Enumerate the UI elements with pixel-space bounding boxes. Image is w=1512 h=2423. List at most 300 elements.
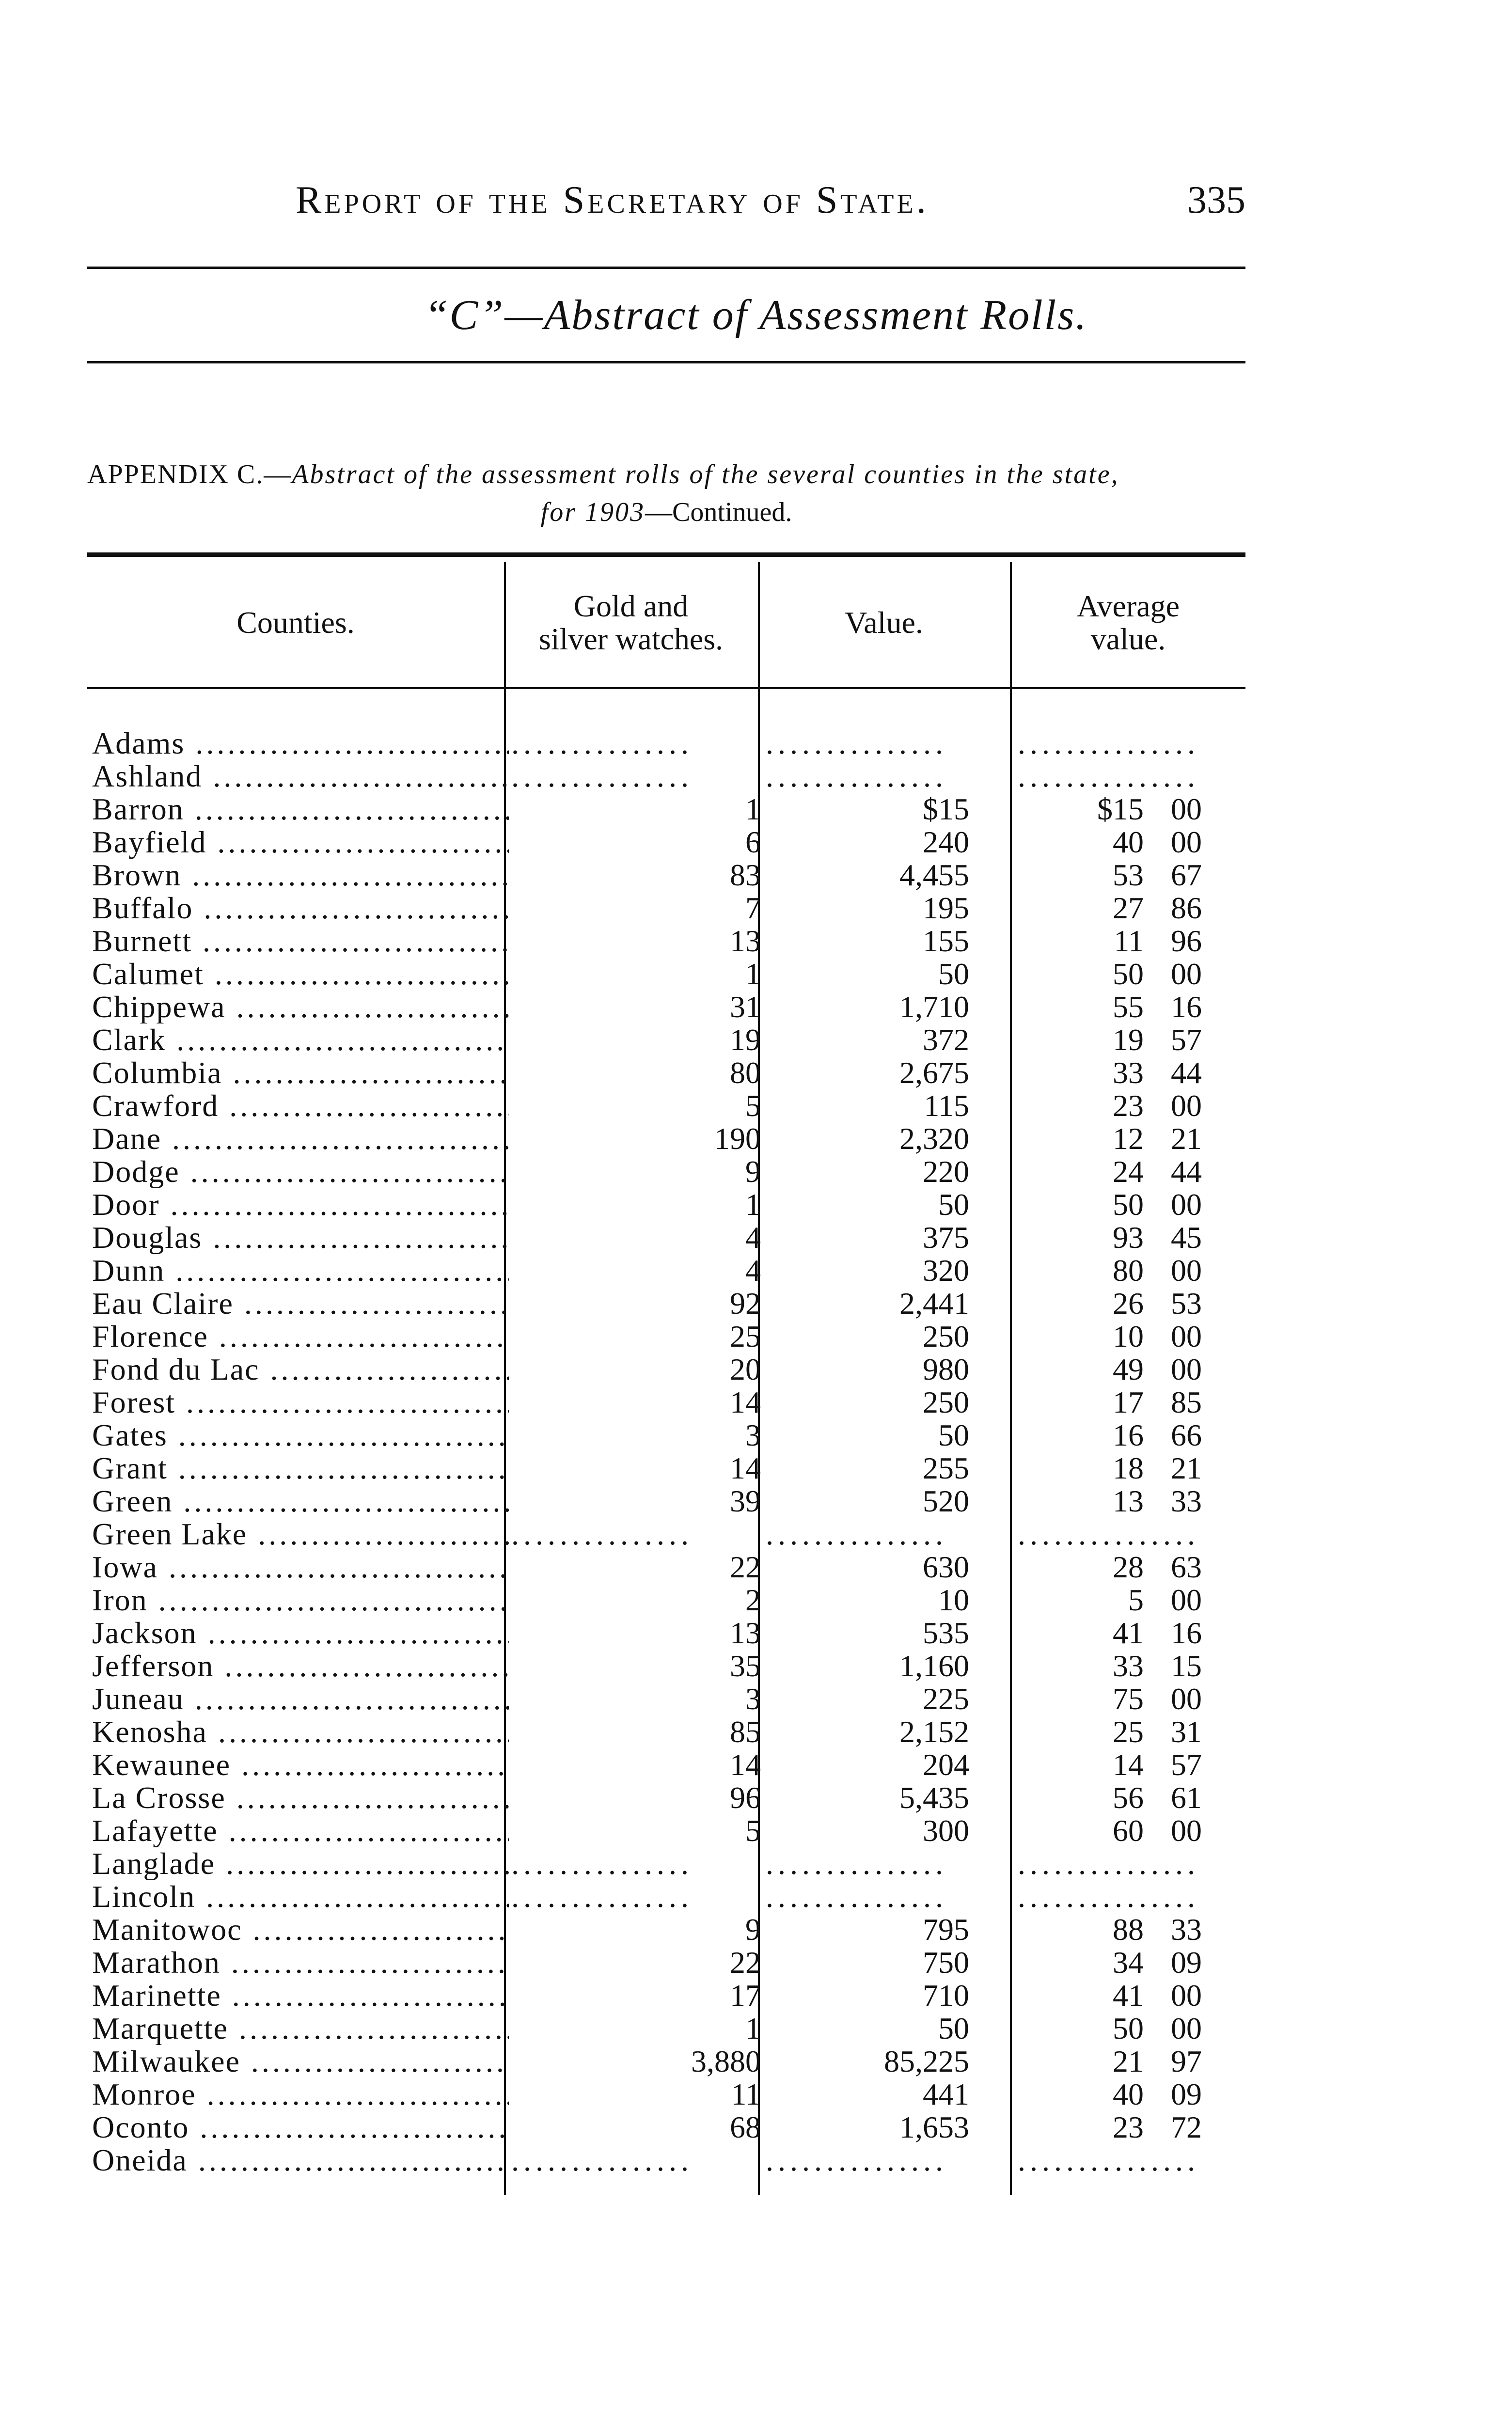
watches-count: 83 bbox=[730, 859, 761, 892]
watches-count: 14 bbox=[730, 1452, 761, 1485]
watches-value: 795 bbox=[923, 1913, 969, 1946]
average-value bbox=[1018, 2111, 1245, 2144]
average-value bbox=[1018, 1386, 1245, 1419]
average-cents: 61 bbox=[1171, 1781, 1202, 1814]
watches-count: ............... bbox=[511, 760, 693, 793]
average-dollars: 40 bbox=[1113, 826, 1144, 859]
average-dollars: 40 bbox=[1113, 2078, 1144, 2111]
county-name: Jackson ..... bbox=[92, 1617, 509, 1650]
table-row bbox=[87, 2045, 1245, 2078]
watches-value: 2,152 bbox=[899, 1715, 969, 1748]
watches-value: 1,653 bbox=[899, 2111, 969, 2144]
table-row bbox=[87, 1089, 1245, 1122]
average-value bbox=[1018, 1913, 1245, 1946]
watches-value: ............... bbox=[766, 2144, 947, 2177]
watches-count: 2 bbox=[745, 1584, 761, 1617]
table-row bbox=[87, 1122, 1245, 1155]
county-name: Grant ..... bbox=[92, 1452, 509, 1485]
watches-value: 50 bbox=[938, 1419, 969, 1452]
table-row bbox=[87, 2111, 1245, 2144]
average-dollars: 12 bbox=[1113, 1122, 1144, 1155]
watches-count: 96 bbox=[730, 1781, 761, 1814]
table-row bbox=[87, 1188, 1245, 1221]
county-name: Marinette ..... bbox=[92, 1979, 509, 2012]
average-value: ............... bbox=[1018, 1880, 1199, 1913]
watches-value: $15 bbox=[923, 793, 969, 826]
average-value bbox=[1018, 1781, 1245, 1814]
table-row bbox=[87, 991, 1245, 1023]
average-value: ............... bbox=[1018, 727, 1199, 760]
watches-count: 17 bbox=[730, 1979, 761, 2012]
column-header-counties: Counties. bbox=[236, 605, 355, 640]
average-cents: 16 bbox=[1171, 991, 1202, 1023]
average-dollars: 49 bbox=[1113, 1353, 1144, 1386]
average-dollars: 13 bbox=[1113, 1485, 1144, 1518]
average-cents: 57 bbox=[1171, 1023, 1202, 1056]
watches-count: 39 bbox=[730, 1485, 761, 1518]
county-name: Eau Claire ..... bbox=[92, 1287, 509, 1320]
county-name: Milwaukee ..... bbox=[92, 2045, 509, 2078]
table-row bbox=[87, 1715, 1245, 1748]
average-value bbox=[1018, 1485, 1245, 1518]
average-cents: 85 bbox=[1171, 1386, 1202, 1419]
average-dollars: 23 bbox=[1113, 1089, 1144, 1122]
average-value bbox=[1018, 1584, 1245, 1617]
watches-count: 22 bbox=[730, 1946, 761, 1979]
caption-label: APPENDIX C.— bbox=[87, 459, 292, 489]
average-dollars: 16 bbox=[1113, 1419, 1144, 1452]
watches-value: 255 bbox=[923, 1452, 969, 1485]
average-cents: 86 bbox=[1171, 892, 1202, 925]
average-dollars: 18 bbox=[1113, 1452, 1144, 1485]
page-number: 335 bbox=[1187, 179, 1245, 221]
average-cents: 09 bbox=[1171, 2078, 1202, 2111]
caption-description: Abstract of the assessment rolls of the several counties in the state, bbox=[292, 459, 1119, 489]
county-name: Lincoln ..... bbox=[92, 1880, 509, 1913]
average-dollars: 41 bbox=[1113, 1617, 1144, 1650]
county-name: Buffalo ..... bbox=[92, 892, 509, 925]
average-cents: 31 bbox=[1171, 1715, 1202, 1748]
average-value bbox=[1018, 1287, 1245, 1320]
average-cents: 00 bbox=[1171, 1254, 1202, 1287]
watches-value: 204 bbox=[923, 1748, 969, 1781]
average-dollars: 80 bbox=[1113, 1254, 1144, 1287]
average-cents: 63 bbox=[1171, 1551, 1202, 1584]
average-cents: 21 bbox=[1171, 1452, 1202, 1485]
table-row bbox=[87, 892, 1245, 925]
county-name: Oneida ..... bbox=[92, 2144, 509, 2177]
watches-count: 22 bbox=[730, 1551, 761, 1584]
average-value bbox=[1018, 991, 1245, 1023]
average-value bbox=[1018, 793, 1245, 826]
average-value bbox=[1018, 958, 1245, 991]
watches-value: 1,710 bbox=[899, 991, 969, 1023]
watches-count: 31 bbox=[730, 991, 761, 1023]
average-cents: 45 bbox=[1171, 1221, 1202, 1254]
table-row bbox=[87, 1650, 1245, 1683]
watches-count: 5 bbox=[745, 1814, 761, 1847]
average-cents: 16 bbox=[1171, 1617, 1202, 1650]
watches-count: 9 bbox=[745, 1913, 761, 1946]
watches-count: 14 bbox=[730, 1386, 761, 1419]
average-value bbox=[1018, 1056, 1245, 1089]
average-cents: 00 bbox=[1171, 793, 1202, 826]
watches-value: 50 bbox=[938, 2012, 969, 2045]
column-header-value: Value. bbox=[845, 605, 923, 640]
watches-value: 250 bbox=[923, 1320, 969, 1353]
average-dollars: 24 bbox=[1113, 1155, 1144, 1188]
average-dollars: 93 bbox=[1113, 1221, 1144, 1254]
watches-count: ............... bbox=[511, 1880, 693, 1913]
table-row bbox=[87, 1353, 1245, 1386]
watches-value: 1,160 bbox=[899, 1650, 969, 1683]
table-row bbox=[87, 1254, 1245, 1287]
page-header bbox=[87, 178, 1245, 222]
average-value bbox=[1018, 892, 1245, 925]
watches-count: 35 bbox=[730, 1650, 761, 1683]
table-caption bbox=[87, 456, 1245, 531]
county-name: Adams ..... bbox=[92, 727, 509, 760]
county-name: Iron ..... bbox=[92, 1584, 509, 1617]
watches-count: ............... bbox=[511, 727, 693, 760]
table-row bbox=[87, 1847, 1245, 1880]
average-cents: 66 bbox=[1171, 1419, 1202, 1452]
average-value bbox=[1018, 859, 1245, 892]
average-value bbox=[1018, 1089, 1245, 1122]
watches-value: 2,675 bbox=[899, 1056, 969, 1089]
watches-value: 240 bbox=[923, 826, 969, 859]
county-name: Forest ..... bbox=[92, 1386, 509, 1419]
average-cents: 00 bbox=[1171, 1188, 1202, 1221]
watches-value: ............... bbox=[766, 1847, 947, 1880]
watches-count: 4 bbox=[745, 1221, 761, 1254]
average-value bbox=[1018, 925, 1245, 958]
average-dollars: 21 bbox=[1113, 2045, 1144, 2078]
county-name: Monroe ..... bbox=[92, 2078, 509, 2111]
table-row bbox=[87, 1880, 1245, 1913]
average-cents: 72 bbox=[1171, 2111, 1202, 2144]
average-value bbox=[1018, 1122, 1245, 1155]
watches-value: 195 bbox=[923, 892, 969, 925]
watches-value: 250 bbox=[923, 1386, 969, 1419]
average-cents: 00 bbox=[1171, 1089, 1202, 1122]
watches-count: 25 bbox=[730, 1320, 761, 1353]
county-name: Jefferson ..... bbox=[92, 1650, 509, 1683]
watches-value: 630 bbox=[923, 1551, 969, 1584]
average-value bbox=[1018, 1715, 1245, 1748]
average-value bbox=[1018, 1023, 1245, 1056]
average-value bbox=[1018, 1683, 1245, 1715]
table-top-rule bbox=[87, 552, 1245, 557]
table-row bbox=[87, 760, 1245, 793]
watches-value: ............... bbox=[766, 760, 947, 793]
county-name: Lafayette ..... bbox=[92, 1814, 509, 1847]
table-row bbox=[87, 1518, 1245, 1551]
table-row bbox=[87, 1419, 1245, 1452]
average-value bbox=[1018, 1617, 1245, 1650]
watches-value: 50 bbox=[938, 958, 969, 991]
average-dollars: 14 bbox=[1113, 1748, 1144, 1781]
watches-value: 10 bbox=[938, 1584, 969, 1617]
average-value bbox=[1018, 1188, 1245, 1221]
watches-value: ............... bbox=[766, 1518, 947, 1551]
average-cents: 33 bbox=[1171, 1913, 1202, 1946]
county-name: Juneau ..... bbox=[92, 1683, 509, 1715]
watches-count: 14 bbox=[730, 1748, 761, 1781]
average-value bbox=[1018, 1650, 1245, 1683]
watches-count: 5 bbox=[745, 1089, 761, 1122]
table-row bbox=[87, 793, 1245, 826]
average-cents: 00 bbox=[1171, 1979, 1202, 2012]
average-value bbox=[1018, 1979, 1245, 2012]
caption-year: for 1903 bbox=[540, 497, 646, 527]
average-dollars: 27 bbox=[1113, 892, 1144, 925]
average-dollars: 50 bbox=[1113, 1188, 1144, 1221]
column-header-average: Average value. bbox=[1077, 589, 1180, 656]
watches-value: 220 bbox=[923, 1155, 969, 1188]
county-name: Kenosha ..... bbox=[92, 1715, 509, 1748]
watches-count: ............... bbox=[511, 2144, 693, 2177]
county-name: Ashland ..... bbox=[92, 760, 509, 793]
county-name: Columbia ..... bbox=[92, 1056, 509, 1089]
average-value bbox=[1018, 1221, 1245, 1254]
county-name: La Crosse ..... bbox=[92, 1781, 509, 1814]
average-value: ............... bbox=[1018, 1847, 1199, 1880]
watches-count: 1 bbox=[745, 958, 761, 991]
average-value bbox=[1018, 826, 1245, 859]
table-row bbox=[87, 1551, 1245, 1584]
table-row bbox=[87, 2012, 1245, 2045]
average-cents: 00 bbox=[1171, 1353, 1202, 1386]
watches-count: 13 bbox=[730, 925, 761, 958]
county-name: Green ..... bbox=[92, 1485, 509, 1518]
table-row bbox=[87, 2144, 1245, 2177]
table-row bbox=[87, 925, 1245, 958]
average-cents: 00 bbox=[1171, 2012, 1202, 2045]
watches-count: 11 bbox=[731, 2078, 761, 2111]
average-cents: 96 bbox=[1171, 925, 1202, 958]
watches-count: 6 bbox=[745, 826, 761, 859]
watches-value: 2,441 bbox=[899, 1287, 969, 1320]
average-cents: 97 bbox=[1171, 2045, 1202, 2078]
table-row bbox=[87, 1023, 1245, 1056]
average-dollars: 50 bbox=[1113, 2012, 1144, 2045]
watches-count: 190 bbox=[714, 1122, 761, 1155]
watches-count: 85 bbox=[730, 1715, 761, 1748]
average-dollars: 5 bbox=[1128, 1584, 1144, 1617]
section-title: “C”—Abstract of Assessment Rolls. bbox=[424, 292, 1088, 339]
county-name: Brown ..... bbox=[92, 859, 509, 892]
average-cents: 09 bbox=[1171, 1946, 1202, 1979]
average-cents: 00 bbox=[1171, 1814, 1202, 1847]
watches-count: 9 bbox=[745, 1155, 761, 1188]
county-name: Burnett ..... bbox=[92, 925, 509, 958]
table-row bbox=[87, 1946, 1245, 1979]
watches-value: ............... bbox=[766, 1880, 947, 1913]
caption-line-1 bbox=[87, 456, 1245, 493]
watches-count: 20 bbox=[730, 1353, 761, 1386]
watches-value: 85,225 bbox=[884, 2045, 969, 2078]
table-row bbox=[87, 1485, 1245, 1518]
header-rule bbox=[87, 267, 1245, 269]
average-value bbox=[1018, 1155, 1245, 1188]
table-row bbox=[87, 1617, 1245, 1650]
county-name: Kewaunee ..... bbox=[92, 1748, 509, 1781]
table-row bbox=[87, 958, 1245, 991]
average-value: ............... bbox=[1018, 1518, 1199, 1551]
county-name: Douglas ..... bbox=[92, 1221, 509, 1254]
watches-value: 372 bbox=[923, 1023, 969, 1056]
average-value bbox=[1018, 1254, 1245, 1287]
average-dollars: 56 bbox=[1113, 1781, 1144, 1814]
average-dollars: 33 bbox=[1113, 1056, 1144, 1089]
average-cents: 00 bbox=[1171, 1584, 1202, 1617]
county-name: Clark ..... bbox=[92, 1023, 509, 1056]
county-name: Fond du Lac ..... bbox=[92, 1353, 509, 1386]
county-name: Iowa ..... bbox=[92, 1551, 509, 1584]
average-dollars: 26 bbox=[1113, 1287, 1144, 1320]
county-name: Manitowoc ..... bbox=[92, 1913, 509, 1946]
watches-value: 441 bbox=[923, 2078, 969, 2111]
caption-line-2 bbox=[87, 493, 1245, 531]
watches-value: 320 bbox=[923, 1254, 969, 1287]
average-value bbox=[1018, 1946, 1245, 1979]
average-cents: 57 bbox=[1171, 1748, 1202, 1781]
county-name: Florence ..... bbox=[92, 1320, 509, 1353]
average-dollars: 28 bbox=[1113, 1551, 1144, 1584]
average-dollars: 25 bbox=[1113, 1715, 1144, 1748]
average-dollars: 17 bbox=[1113, 1386, 1144, 1419]
average-value: ............... bbox=[1018, 2144, 1199, 2177]
average-dollars: 75 bbox=[1113, 1683, 1144, 1715]
watches-count: 7 bbox=[745, 892, 761, 925]
table-row bbox=[87, 859, 1245, 892]
table-row bbox=[87, 1155, 1245, 1188]
average-dollars: 19 bbox=[1113, 1023, 1144, 1056]
average-value bbox=[1018, 1353, 1245, 1386]
average-value: ............... bbox=[1018, 760, 1199, 793]
average-cents: 00 bbox=[1171, 826, 1202, 859]
average-cents: 44 bbox=[1171, 1155, 1202, 1188]
caption-continued: —Continued. bbox=[645, 497, 792, 527]
average-cents: 15 bbox=[1171, 1650, 1202, 1683]
average-cents: 33 bbox=[1171, 1485, 1202, 1518]
average-cents: 00 bbox=[1171, 958, 1202, 991]
assessment-table-body bbox=[87, 727, 1245, 2177]
county-name: Dodge ..... bbox=[92, 1155, 509, 1188]
watches-count: 1 bbox=[745, 793, 761, 826]
watches-count: 19 bbox=[730, 1023, 761, 1056]
watches-count: 3,880 bbox=[691, 2045, 761, 2078]
county-name: Door ..... bbox=[92, 1188, 509, 1221]
watches-value: ............... bbox=[766, 727, 947, 760]
watches-count: ............... bbox=[511, 1847, 693, 1880]
table-row bbox=[87, 1814, 1245, 1847]
watches-value: 980 bbox=[923, 1353, 969, 1386]
county-name: Bayfield ..... bbox=[92, 826, 509, 859]
average-dollars: 41 bbox=[1113, 1979, 1144, 2012]
county-name: Chippewa ..... bbox=[92, 991, 509, 1023]
county-name: Barron ..... bbox=[92, 793, 509, 826]
average-value bbox=[1018, 1419, 1245, 1452]
table-row bbox=[87, 1913, 1245, 1946]
average-dollars: 53 bbox=[1113, 859, 1144, 892]
watches-count: 3 bbox=[745, 1683, 761, 1715]
watches-count: 68 bbox=[730, 2111, 761, 2144]
watches-count: 80 bbox=[730, 1056, 761, 1089]
table-row bbox=[87, 1748, 1245, 1781]
average-value bbox=[1018, 1452, 1245, 1485]
county-name: Crawford ..... bbox=[92, 1089, 509, 1122]
average-dollars: 23 bbox=[1113, 2111, 1144, 2144]
watches-value: 50 bbox=[938, 1188, 969, 1221]
average-cents: 44 bbox=[1171, 1056, 1202, 1089]
average-dollars: 60 bbox=[1113, 1814, 1144, 1847]
average-dollars: 50 bbox=[1113, 958, 1144, 991]
table-row bbox=[87, 1056, 1245, 1089]
watches-value: 375 bbox=[923, 1221, 969, 1254]
average-dollars: 55 bbox=[1113, 991, 1144, 1023]
watches-count: ............... bbox=[511, 1518, 693, 1551]
watches-value: 155 bbox=[923, 925, 969, 958]
table-row bbox=[87, 1221, 1245, 1254]
average-dollars: $15 bbox=[1097, 793, 1144, 826]
table-row bbox=[87, 1979, 1245, 2012]
average-value bbox=[1018, 2012, 1245, 2045]
county-name: Gates ..... bbox=[92, 1419, 509, 1452]
table-row bbox=[87, 727, 1245, 760]
watches-count: 1 bbox=[745, 1188, 761, 1221]
average-dollars: 11 bbox=[1114, 925, 1144, 958]
county-name: Green Lake ..... bbox=[92, 1518, 509, 1551]
watches-value: 4,455 bbox=[899, 859, 969, 892]
watches-value: 225 bbox=[923, 1683, 969, 1715]
average-cents: 53 bbox=[1171, 1287, 1202, 1320]
watches-value: 710 bbox=[923, 1979, 969, 2012]
county-name: Marathon ..... bbox=[92, 1946, 509, 1979]
watches-value: 535 bbox=[923, 1617, 969, 1650]
table-row bbox=[87, 1584, 1245, 1617]
table-row bbox=[87, 2078, 1245, 2111]
watches-value: 520 bbox=[923, 1485, 969, 1518]
table-row bbox=[87, 826, 1245, 859]
average-value bbox=[1018, 1551, 1245, 1584]
title-rule bbox=[87, 361, 1245, 363]
average-value bbox=[1018, 1814, 1245, 1847]
column-header-watches: Gold and silver watches. bbox=[538, 589, 724, 656]
table-row bbox=[87, 1287, 1245, 1320]
average-cents: 00 bbox=[1171, 1320, 1202, 1353]
header-bottom-rule bbox=[87, 687, 1245, 689]
average-value bbox=[1018, 1748, 1245, 1781]
running-title: Report of the Secretary of State. bbox=[296, 179, 929, 221]
watches-count: 92 bbox=[730, 1287, 761, 1320]
table-row bbox=[87, 1452, 1245, 1485]
average-value bbox=[1018, 2078, 1245, 2111]
table-row bbox=[87, 1683, 1245, 1715]
watches-count: 4 bbox=[745, 1254, 761, 1287]
average-cents: 21 bbox=[1171, 1122, 1202, 1155]
average-cents: 67 bbox=[1171, 859, 1202, 892]
average-dollars: 10 bbox=[1113, 1320, 1144, 1353]
table-row bbox=[87, 1781, 1245, 1814]
average-dollars: 88 bbox=[1113, 1913, 1144, 1946]
average-cents: 00 bbox=[1171, 1683, 1202, 1715]
watches-count: 3 bbox=[745, 1419, 761, 1452]
county-name: Oconto ..... bbox=[92, 2111, 509, 2144]
watches-value: 5,435 bbox=[899, 1781, 969, 1814]
watches-count: 1 bbox=[745, 2012, 761, 2045]
